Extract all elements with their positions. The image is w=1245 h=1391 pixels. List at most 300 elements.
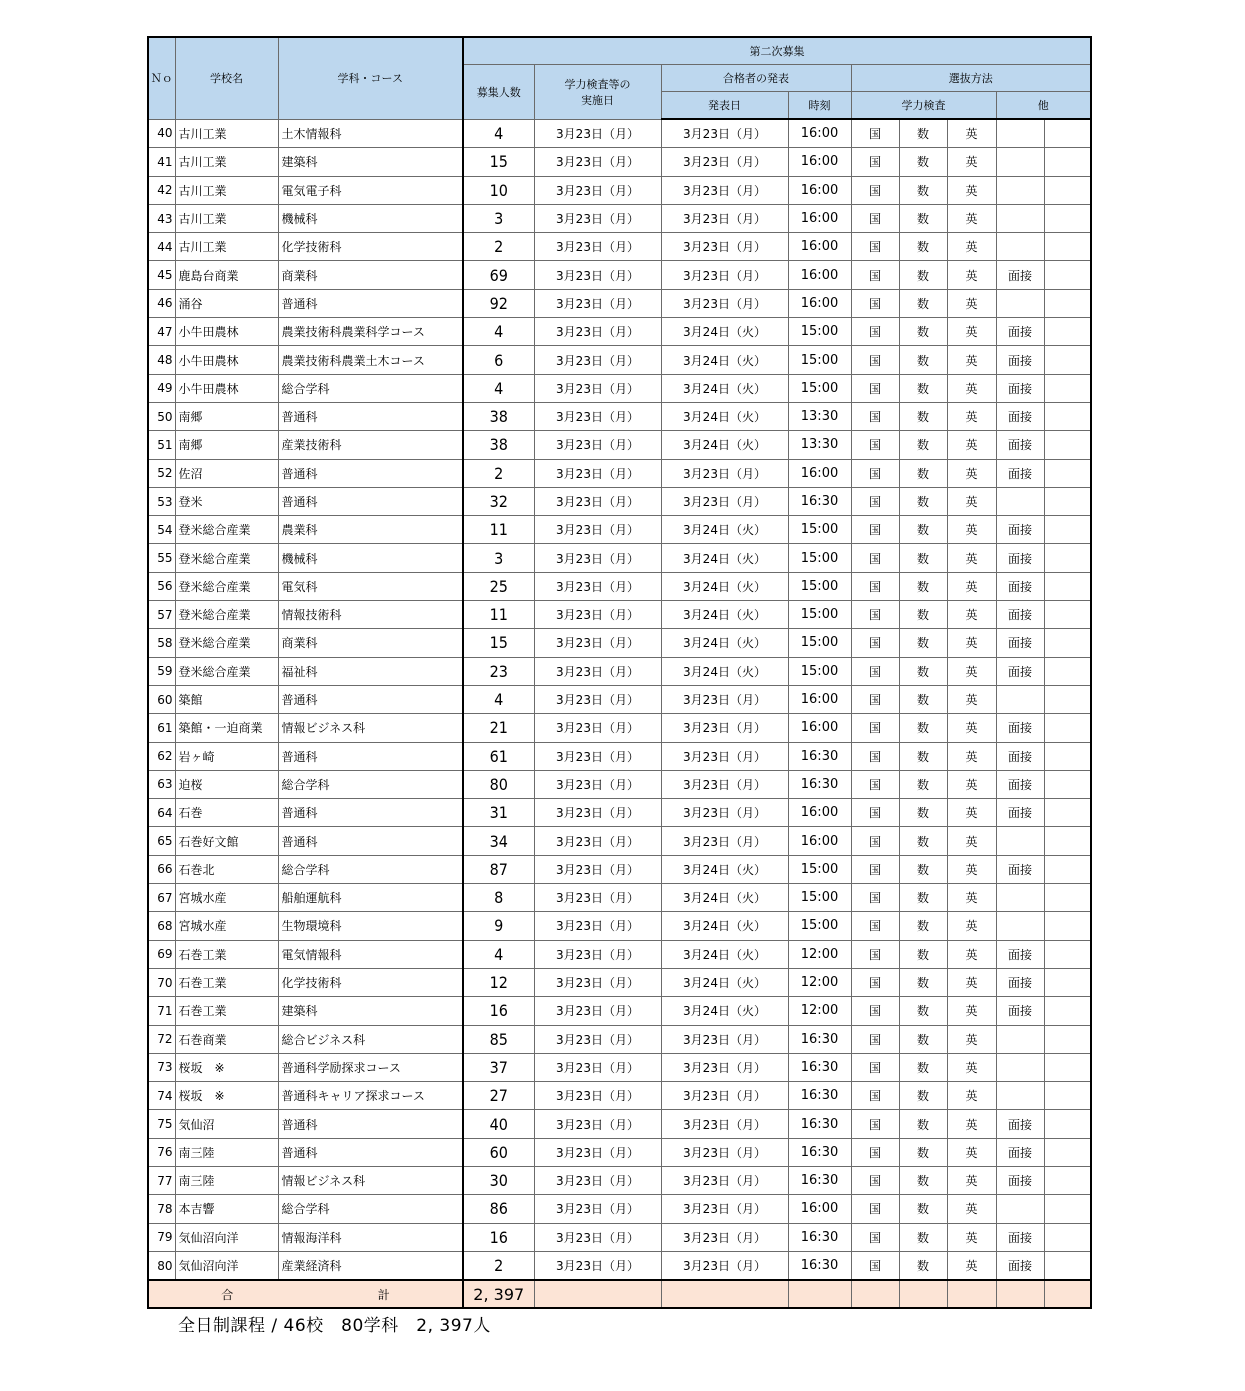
school-name: 桜坂 ※ — [175, 1053, 278, 1081]
table-row — [148, 1195, 1091, 1223]
subject-math: 数 — [899, 1195, 947, 1223]
header-announce-time: 時刻 — [788, 92, 851, 120]
total-empty-cell — [947, 1280, 996, 1308]
announce-date: 3月24日（火） — [661, 855, 788, 883]
course-name: 普通科 — [278, 1138, 463, 1166]
subject-japanese: 国 — [851, 685, 899, 713]
row-number: 59 — [148, 657, 175, 685]
other-method-2 — [1044, 685, 1091, 713]
subject-math: 数 — [899, 119, 947, 148]
announce-date: 3月23日（月） — [661, 714, 788, 742]
course-name: 農業科 — [278, 516, 463, 544]
subject-english: 英 — [947, 204, 996, 232]
subject-japanese: 国 — [851, 940, 899, 968]
table-row — [148, 1025, 1091, 1053]
exam-date: 3月23日（月） — [534, 657, 661, 685]
other-method-1: 面接 — [996, 1166, 1044, 1194]
announce-time: 16:30 — [788, 770, 851, 798]
school-name: 古川工業 — [175, 233, 278, 261]
announce-date: 3月24日（火） — [661, 997, 788, 1025]
table-row — [148, 544, 1091, 572]
announce-date: 3月24日（火） — [661, 544, 788, 572]
row-number: 67 — [148, 884, 175, 912]
subject-math: 数 — [899, 289, 947, 317]
header-academic-test: 学力検査 — [851, 92, 996, 120]
announce-time: 15:00 — [788, 855, 851, 883]
subject-math: 数 — [899, 431, 947, 459]
subject-english: 英 — [947, 487, 996, 515]
total-row — [148, 1280, 1091, 1308]
table-row — [148, 968, 1091, 996]
subject-english: 英 — [947, 1082, 996, 1110]
other-method-2 — [1044, 1166, 1091, 1194]
row-number: 78 — [148, 1195, 175, 1223]
other-method-1 — [996, 884, 1044, 912]
table-row — [148, 431, 1091, 459]
row-number: 53 — [148, 487, 175, 515]
course-name: 普通科 — [278, 289, 463, 317]
exam-date: 3月23日（月） — [534, 374, 661, 402]
subject-japanese: 国 — [851, 346, 899, 374]
subject-english: 英 — [947, 968, 996, 996]
subject-math: 数 — [899, 1166, 947, 1194]
school-name: 小牛田農林 — [175, 346, 278, 374]
announce-date: 3月23日（月） — [661, 261, 788, 289]
course-name: 機械科 — [278, 204, 463, 232]
other-method-1 — [996, 148, 1044, 176]
announce-date: 3月23日（月） — [661, 1223, 788, 1251]
course-name: 総合学科 — [278, 855, 463, 883]
other-method-1: 面接 — [996, 459, 1044, 487]
course-name: 情報ビジネス科 — [278, 1166, 463, 1194]
exam-date: 3月23日（月） — [534, 1025, 661, 1053]
subject-english: 英 — [947, 1251, 996, 1280]
exam-date: 3月23日（月） — [534, 261, 661, 289]
course-name: 商業科 — [278, 629, 463, 657]
subject-math: 数 — [899, 968, 947, 996]
other-method-2 — [1044, 374, 1091, 402]
announce-time: 15:00 — [788, 657, 851, 685]
other-method-2 — [1044, 1195, 1091, 1223]
announce-time: 16:30 — [788, 1025, 851, 1053]
total-empty-cell — [851, 1280, 899, 1308]
table-row — [148, 912, 1091, 940]
row-number: 69 — [148, 940, 175, 968]
table-row — [148, 516, 1091, 544]
row-number: 60 — [148, 685, 175, 713]
other-method-1: 面接 — [996, 402, 1044, 430]
other-method-1: 面接 — [996, 714, 1044, 742]
announce-time: 16:00 — [788, 204, 851, 232]
subject-english: 英 — [947, 912, 996, 940]
school-name: 南郷 — [175, 402, 278, 430]
announce-date: 3月24日（火） — [661, 346, 788, 374]
other-method-1: 面接 — [996, 1251, 1044, 1280]
header-exam-date-line2: 実施日 — [581, 93, 614, 107]
announce-time: 16:00 — [788, 685, 851, 713]
other-method-2 — [1044, 204, 1091, 232]
other-method-1: 面接 — [996, 516, 1044, 544]
course-name: 普通科 — [278, 487, 463, 515]
announce-time: 16:30 — [788, 1138, 851, 1166]
announce-date: 3月24日（火） — [661, 572, 788, 600]
course-name: 福祉科 — [278, 657, 463, 685]
row-number: 52 — [148, 459, 175, 487]
course-name: 総合学科 — [278, 374, 463, 402]
other-method-2 — [1044, 799, 1091, 827]
other-method-2 — [1044, 1110, 1091, 1138]
recruit-count: 6 — [463, 346, 534, 374]
announce-time: 15:00 — [788, 912, 851, 940]
subject-math: 数 — [899, 1251, 947, 1280]
announce-date: 3月23日（月） — [661, 1053, 788, 1081]
announce-date: 3月23日（月） — [661, 1110, 788, 1138]
announce-time: 15:00 — [788, 374, 851, 402]
course-name: 情報海洋科 — [278, 1223, 463, 1251]
announce-time: 16:00 — [788, 233, 851, 261]
announce-date: 3月23日（月） — [661, 487, 788, 515]
table-row — [148, 657, 1091, 685]
exam-date: 3月23日（月） — [534, 289, 661, 317]
announce-time: 16:00 — [788, 714, 851, 742]
recruit-count: 61 — [463, 742, 534, 770]
subject-english: 英 — [947, 148, 996, 176]
other-method-1: 面接 — [996, 1138, 1044, 1166]
subject-math: 数 — [899, 742, 947, 770]
announce-date: 3月24日（火） — [661, 629, 788, 657]
other-method-2 — [1044, 968, 1091, 996]
recruit-count: 40 — [463, 1110, 534, 1138]
course-name: 化学技術科 — [278, 233, 463, 261]
row-number: 48 — [148, 346, 175, 374]
table-row — [148, 261, 1091, 289]
other-method-2 — [1044, 119, 1091, 148]
row-number: 76 — [148, 1138, 175, 1166]
course-name: 生物環境科 — [278, 912, 463, 940]
subject-math: 数 — [899, 657, 947, 685]
subject-japanese: 国 — [851, 884, 899, 912]
other-method-1 — [996, 233, 1044, 261]
row-number: 43 — [148, 204, 175, 232]
exam-date: 3月23日（月） — [534, 544, 661, 572]
table-row — [148, 855, 1091, 883]
announce-date: 3月23日（月） — [661, 799, 788, 827]
subject-math: 数 — [899, 884, 947, 912]
course-name: 情報ビジネス科 — [278, 714, 463, 742]
other-method-1: 面接 — [996, 742, 1044, 770]
announce-time: 16:00 — [788, 119, 851, 148]
subject-japanese: 国 — [851, 119, 899, 148]
row-number: 57 — [148, 601, 175, 629]
subject-japanese: 国 — [851, 770, 899, 798]
subject-math: 数 — [899, 629, 947, 657]
recruit-count: 16 — [463, 1223, 534, 1251]
other-method-2 — [1044, 940, 1091, 968]
other-method-2 — [1044, 629, 1091, 657]
course-name: 農業技術科農業土木コース — [278, 346, 463, 374]
exam-date: 3月23日（月） — [534, 318, 661, 346]
course-name: 機械科 — [278, 544, 463, 572]
course-name: 情報技術科 — [278, 601, 463, 629]
row-number: 70 — [148, 968, 175, 996]
subject-math: 数 — [899, 261, 947, 289]
school-name: 石巻好文館 — [175, 827, 278, 855]
announce-time: 16:00 — [788, 176, 851, 204]
header-announcement: 合格者の発表 — [661, 65, 851, 92]
announce-date: 3月24日（火） — [661, 402, 788, 430]
total-label-left: 合 — [221, 1287, 234, 1302]
subject-english: 英 — [947, 119, 996, 148]
recruit-count: 80 — [463, 770, 534, 798]
subject-japanese: 国 — [851, 968, 899, 996]
other-method-2 — [1044, 318, 1091, 346]
table-row — [148, 402, 1091, 430]
announce-date: 3月23日（月） — [661, 119, 788, 148]
recruit-count: 32 — [463, 487, 534, 515]
row-number: 73 — [148, 1053, 175, 1081]
school-name: 築館 — [175, 685, 278, 713]
subject-math: 数 — [899, 1110, 947, 1138]
subject-japanese: 国 — [851, 572, 899, 600]
announce-date: 3月23日（月） — [661, 1195, 788, 1223]
other-method-1: 面接 — [996, 261, 1044, 289]
other-method-1 — [996, 1025, 1044, 1053]
subject-english: 英 — [947, 1025, 996, 1053]
announce-time: 16:30 — [788, 1223, 851, 1251]
course-name: 船舶運航科 — [278, 884, 463, 912]
school-name: 南三陸 — [175, 1166, 278, 1194]
subject-math: 数 — [899, 487, 947, 515]
school-name: 小牛田農林 — [175, 374, 278, 402]
other-method-2 — [1044, 1053, 1091, 1081]
table-row — [148, 1053, 1091, 1081]
recruit-count: 38 — [463, 402, 534, 430]
other-method-2 — [1044, 431, 1091, 459]
announce-date: 3月24日（火） — [661, 318, 788, 346]
recruit-count: 11 — [463, 516, 534, 544]
other-method-2 — [1044, 233, 1091, 261]
subject-japanese: 国 — [851, 827, 899, 855]
announce-time: 12:00 — [788, 997, 851, 1025]
other-method-1: 面接 — [996, 544, 1044, 572]
table-row — [148, 742, 1091, 770]
subject-math: 数 — [899, 1053, 947, 1081]
subject-math: 数 — [899, 544, 947, 572]
table-row — [148, 629, 1091, 657]
other-method-1: 面接 — [996, 572, 1044, 600]
subject-math: 数 — [899, 346, 947, 374]
row-number: 58 — [148, 629, 175, 657]
subject-math: 数 — [899, 176, 947, 204]
header-course: 学科・コース — [278, 37, 463, 119]
recruit-count: 15 — [463, 148, 534, 176]
recruit-count: 31 — [463, 799, 534, 827]
other-method-2 — [1044, 714, 1091, 742]
course-name: 商業科 — [278, 261, 463, 289]
subject-japanese: 国 — [851, 1195, 899, 1223]
exam-date: 3月23日（月） — [534, 176, 661, 204]
announce-date: 3月24日（火） — [661, 657, 788, 685]
course-name: 土木情報科 — [278, 119, 463, 148]
exam-date: 3月23日（月） — [534, 148, 661, 176]
announce-time: 15:00 — [788, 544, 851, 572]
school-name: 宮城水産 — [175, 884, 278, 912]
exam-date: 3月23日（月） — [534, 204, 661, 232]
recruit-count: 4 — [463, 940, 534, 968]
exam-date: 3月23日（月） — [534, 1195, 661, 1223]
subject-math: 数 — [899, 1082, 947, 1110]
exam-date: 3月23日（月） — [534, 572, 661, 600]
header-announce-date: 発表日 — [661, 92, 788, 120]
exam-date: 3月23日（月） — [534, 346, 661, 374]
other-method-1: 面接 — [996, 799, 1044, 827]
announce-date: 3月24日（火） — [661, 374, 788, 402]
school-name: 石巻商業 — [175, 1025, 278, 1053]
subject-english: 英 — [947, 346, 996, 374]
exam-date: 3月23日（月） — [534, 770, 661, 798]
announce-time: 15:00 — [788, 601, 851, 629]
row-number: 51 — [148, 431, 175, 459]
table-row — [148, 714, 1091, 742]
subject-japanese: 国 — [851, 742, 899, 770]
subject-math: 数 — [899, 997, 947, 1025]
subject-english: 英 — [947, 629, 996, 657]
course-name: 化学技術科 — [278, 968, 463, 996]
subject-math: 数 — [899, 318, 947, 346]
subject-english: 英 — [947, 1166, 996, 1194]
exam-date: 3月23日（月） — [534, 940, 661, 968]
announce-date: 3月23日（月） — [661, 176, 788, 204]
subject-math: 数 — [899, 572, 947, 600]
announce-time: 15:00 — [788, 572, 851, 600]
exam-date: 3月23日（月） — [534, 1166, 661, 1194]
subject-english: 英 — [947, 1138, 996, 1166]
total-empty-cell — [661, 1280, 788, 1308]
course-name: 電気科 — [278, 572, 463, 600]
table-row — [148, 770, 1091, 798]
recruit-count: 38 — [463, 431, 534, 459]
header-exam-date-line1: 学力検査等の — [564, 77, 631, 91]
subject-english: 英 — [947, 799, 996, 827]
subject-english: 英 — [947, 176, 996, 204]
announce-time: 16:00 — [788, 799, 851, 827]
other-method-1: 面接 — [996, 770, 1044, 798]
header-second-recruitment: 第二次募集 — [463, 37, 1091, 65]
school-name: 古川工業 — [175, 176, 278, 204]
other-method-1 — [996, 289, 1044, 317]
school-name: 築館・一迫商業 — [175, 714, 278, 742]
table-row — [148, 1110, 1091, 1138]
total-label — [148, 1280, 463, 1308]
other-method-1: 面接 — [996, 431, 1044, 459]
subject-english: 英 — [947, 714, 996, 742]
announce-date: 3月23日（月） — [661, 459, 788, 487]
subject-math: 数 — [899, 1138, 947, 1166]
exam-date: 3月23日（月） — [534, 1110, 661, 1138]
other-method-2 — [1044, 1251, 1091, 1280]
school-name: 石巻工業 — [175, 997, 278, 1025]
school-name: 石巻工業 — [175, 940, 278, 968]
other-method-2 — [1044, 912, 1091, 940]
recruit-count: 9 — [463, 912, 534, 940]
subject-japanese: 国 — [851, 1223, 899, 1251]
announce-time: 16:00 — [788, 261, 851, 289]
exam-date: 3月23日（月） — [534, 714, 661, 742]
recruit-count: 60 — [463, 1138, 534, 1166]
school-name: 気仙沼向洋 — [175, 1251, 278, 1280]
announce-time: 12:00 — [788, 968, 851, 996]
school-name: 石巻工業 — [175, 968, 278, 996]
row-number: 49 — [148, 374, 175, 402]
table-row — [148, 1223, 1091, 1251]
school-name: 宮城水産 — [175, 912, 278, 940]
row-number: 47 — [148, 318, 175, 346]
subject-english: 英 — [947, 742, 996, 770]
subject-english: 英 — [947, 770, 996, 798]
subject-math: 数 — [899, 601, 947, 629]
subject-english: 英 — [947, 884, 996, 912]
other-method-2 — [1044, 657, 1091, 685]
subject-japanese: 国 — [851, 1053, 899, 1081]
table-row — [148, 374, 1091, 402]
course-name: 普通科 — [278, 799, 463, 827]
row-number: 62 — [148, 742, 175, 770]
course-name: 普通科 — [278, 402, 463, 430]
announce-date: 3月23日（月） — [661, 1082, 788, 1110]
subject-english: 英 — [947, 402, 996, 430]
announce-date: 3月23日（月） — [661, 289, 788, 317]
recruit-count: 37 — [463, 1053, 534, 1081]
subject-japanese: 国 — [851, 855, 899, 883]
row-number: 50 — [148, 402, 175, 430]
subject-japanese: 国 — [851, 1025, 899, 1053]
subject-english: 英 — [947, 544, 996, 572]
exam-date: 3月23日（月） — [534, 1053, 661, 1081]
announce-date: 3月23日（月） — [661, 1138, 788, 1166]
subject-japanese: 国 — [851, 318, 899, 346]
course-name: 産業技術科 — [278, 431, 463, 459]
total-count: 2, 397 — [463, 1280, 534, 1308]
course-name: 電気情報科 — [278, 940, 463, 968]
exam-date: 3月23日（月） — [534, 629, 661, 657]
total-empty-cell — [1044, 1280, 1091, 1308]
subject-english: 英 — [947, 1110, 996, 1138]
subject-english: 英 — [947, 997, 996, 1025]
school-name: 石巻北 — [175, 855, 278, 883]
subject-english: 英 — [947, 855, 996, 883]
announce-date: 3月23日（月） — [661, 233, 788, 261]
subject-math: 数 — [899, 1223, 947, 1251]
announce-time: 16:30 — [788, 1251, 851, 1280]
course-name: 産業経済科 — [278, 1251, 463, 1280]
subject-japanese: 国 — [851, 176, 899, 204]
subject-japanese: 国 — [851, 601, 899, 629]
announce-time: 15:00 — [788, 318, 851, 346]
school-name: 気仙沼 — [175, 1110, 278, 1138]
table-row — [148, 346, 1091, 374]
subject-japanese: 国 — [851, 431, 899, 459]
table-row — [148, 176, 1091, 204]
announce-time: 16:30 — [788, 1082, 851, 1110]
recruit-count: 87 — [463, 855, 534, 883]
announce-date: 3月24日（火） — [661, 884, 788, 912]
other-method-1: 面接 — [996, 997, 1044, 1025]
table-row — [148, 148, 1091, 176]
announce-time: 12:00 — [788, 940, 851, 968]
recruit-count: 23 — [463, 657, 534, 685]
course-name: 建築科 — [278, 148, 463, 176]
subject-japanese: 国 — [851, 714, 899, 742]
